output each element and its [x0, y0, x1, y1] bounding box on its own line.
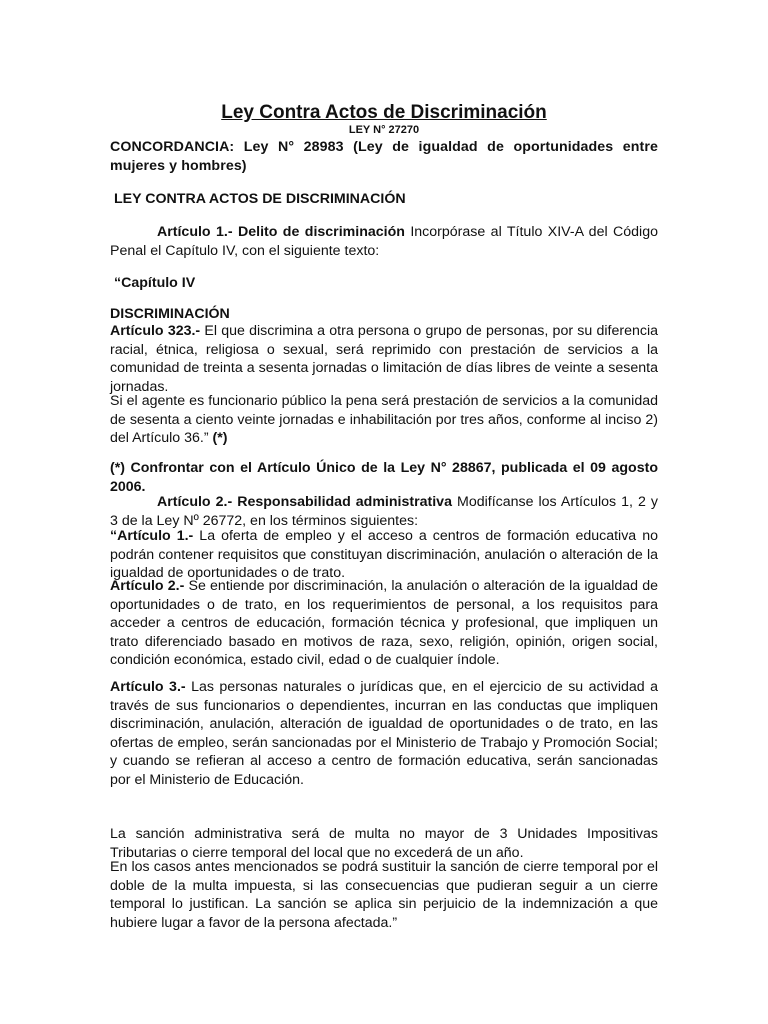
- article-323-paragraph: [110, 322, 658, 396]
- modified-article-3-label: Artículo 3.-: [110, 679, 186, 695]
- article-323-text: El que discrimina a otra persona o grupo de personas, por su diferencia racial, étnica, religiosa o sexual, será reprimido con prestación de servicios a la comunidad de treinta a sesenta jornadas o limitación de días libres de veinte a sesenta jornadas.: [110, 323, 658, 395]
- law-number: LEY N° 27270: [348, 124, 420, 136]
- modified-article-2-paragraph: [110, 577, 658, 670]
- modified-article-3-paragraph: [110, 678, 658, 789]
- public-official-text: Si el agente es funcionario público la pena será prestación de servicios a la comunidad de sesenta a ciento veinte jornadas e inhabilitación por tres años, conforme al inciso 2) del Artículo 36.”: [110, 393, 658, 446]
- modified-article-1-text: La oferta de empleo y el acceso a centros de formación educativa no podrán contener requisitos que constituyan discriminación, anulación o alteración de la igualdad de oportunidades o de trato.: [110, 528, 658, 581]
- article-323-label: Artículo 323.-: [110, 323, 201, 339]
- article-1-text: Incorpórase al Título XIV-A del Código Penal el Capítulo IV, con el siguiente texto:: [110, 224, 658, 259]
- chapter-heading: “Capítulo IV: [114, 275, 196, 291]
- modified-article-2-label: Artículo 2.-: [110, 578, 185, 594]
- article-2-label: Artículo 2.- Responsabilidad administrativa: [157, 494, 452, 510]
- footnote-marker: (*): [212, 430, 228, 446]
- article-1-paragraph: [110, 223, 658, 260]
- discrimination-heading: DISCRIMINACIÓN: [110, 306, 230, 322]
- article-2-text: Modifícanse los Artículos 1, 2 y 3 de la Ley Nº 26772, en los términos siguientes:: [110, 494, 658, 529]
- modified-article-2-text: Se entiende por discriminación, la anulación o alteración de la igualdad de oportunidades o de trato, en los requerimientos de personal, a los requisitos para acceder a centros de educación, formación técnica y profesional, que impliquen un trato diferenciado basado en motivos de raza, sexo, religión, opinión, origen social, condición económica, estado civil, edad o de cualquier índole.: [110, 578, 658, 668]
- section-heading: LEY CONTRA ACTOS DE DISCRIMINACIÓN: [114, 191, 406, 207]
- modified-article-1-label: “Artículo 1.-: [110, 528, 194, 544]
- concordancia-note: CONCORDANCIA: Ley N° 28983 (Ley de igualdad de oportunidades entre mujeres y hombres): [110, 139, 658, 174]
- modified-article-1-paragraph: [110, 527, 658, 583]
- article-1-label: Artículo 1.- Delito de discriminación: [157, 224, 405, 240]
- confront-note: (*) Confrontar con el Artículo Único de la Ley N° 28867, publicada el 09 agosto 2006.: [110, 460, 658, 495]
- document-title: Ley Contra Actos de Discriminación: [221, 102, 547, 123]
- cases-paragraph: En los casos antes mencionados se podrá sustituir la sanción de cierre temporal por el doble de la multa impuesta, si las consecuencias que pudieran seguir a un cierre temporal lo justifican. La sanción se aplica sin perjuicio de la indemnización a que hubiere lugar a favor de la persona afectada.”: [110, 859, 658, 931]
- public-official-paragraph: [110, 392, 658, 448]
- modified-article-3-text: Las personas naturales o jurídicas que, en el ejercicio de su actividad a través de sus funcionarios o dependientes, incurran en las conductas que impliquen discriminación, anulación, alteración de igualdad de oportunidades o de trato, en las ofertas de empleo, serán sancionadas por el Ministerio de Trabajo y Promoción Social; y cuando se refieran al acceso a centro de formación educativa, serán sancionadas por el Ministerio de Educación.: [110, 679, 658, 788]
- article-2-paragraph: [110, 493, 658, 530]
- sanction-paragraph: La sanción administrativa será de multa no mayor de 3 Unidades Impositivas Tributarias o cierre temporal del local que no excederá de un año.: [110, 826, 658, 861]
